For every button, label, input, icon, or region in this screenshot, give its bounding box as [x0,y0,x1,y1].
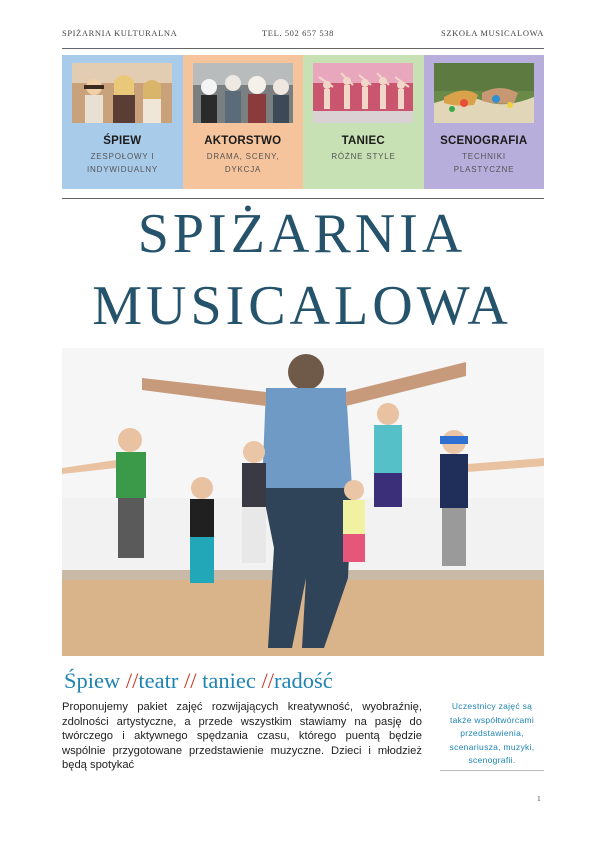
category-tiles [62,55,544,189]
subtitle-word: radość [273,668,333,693]
subtitle-word: taniec [196,668,262,693]
page-title-line1: SPIŻARNIA [137,203,467,265]
page-title-line2: MUSICALOWA [92,275,512,337]
subtitle-word: Śpiew [64,668,126,693]
tile-taniec [303,55,424,189]
acting-photo [193,63,293,123]
singing-photo [72,63,172,123]
tile-label: AKTORSTWO [204,135,282,147]
subtitle [64,668,434,694]
tile-sublabel: DRAMA, SCENY, DYKCJA [206,152,280,174]
tile-sublabel: TECHNIKI PLASTYCZNE [453,152,515,174]
sidebar-note: Uczestnicy zajęć są także współtwórcami przedstawienia, scenariusza, muzyki, scenografii. [449,701,535,765]
header-left-text: SPIŻARNIA KULTURALNA [62,28,178,38]
painting-photo [434,63,534,123]
subtitle-separator: // [261,668,274,693]
tile-scenografia [424,55,545,189]
tile-label: TANIEC [341,135,385,147]
tile-spiew [62,55,183,189]
body-paragraph: Proponujemy pakiet zajęć rozwijających kreatywność, wyobraźnię, zdolności artystyczne, a przede wszystkim stawiamy na pasję do twórczego i aktywnego spędzania czasu, którego puentą będzie wspólnie przygotowane przedstawienie muzyczne. Dzieci i młodzież będą spotykać [62,701,422,771]
tile-label: ŚPIEW [103,135,142,147]
header-rule [62,48,544,49]
tile-aktorstwo [183,55,304,189]
subtitle-separator: // [125,668,139,693]
page-number: 1 [537,794,541,803]
tile-label: SCENOGRAFIA [440,135,528,147]
tiles-rule [62,198,544,199]
page-header [62,28,544,42]
subtitle-separator: // [183,668,197,693]
subtitle-word: teatr [138,668,184,693]
header-right-text: SZKOŁA MUSICALOWA [441,28,544,38]
sidebar-rule [440,770,544,771]
tile-sublabel: RÓŻNE STYLE [331,152,396,161]
tile-sublabel: ZESPOŁOWY I INDYWIDUALNY [87,152,158,174]
dance-photo [313,63,413,123]
header-phone: TEL. 502 657 538 [262,28,334,38]
hero-photo [62,348,544,656]
